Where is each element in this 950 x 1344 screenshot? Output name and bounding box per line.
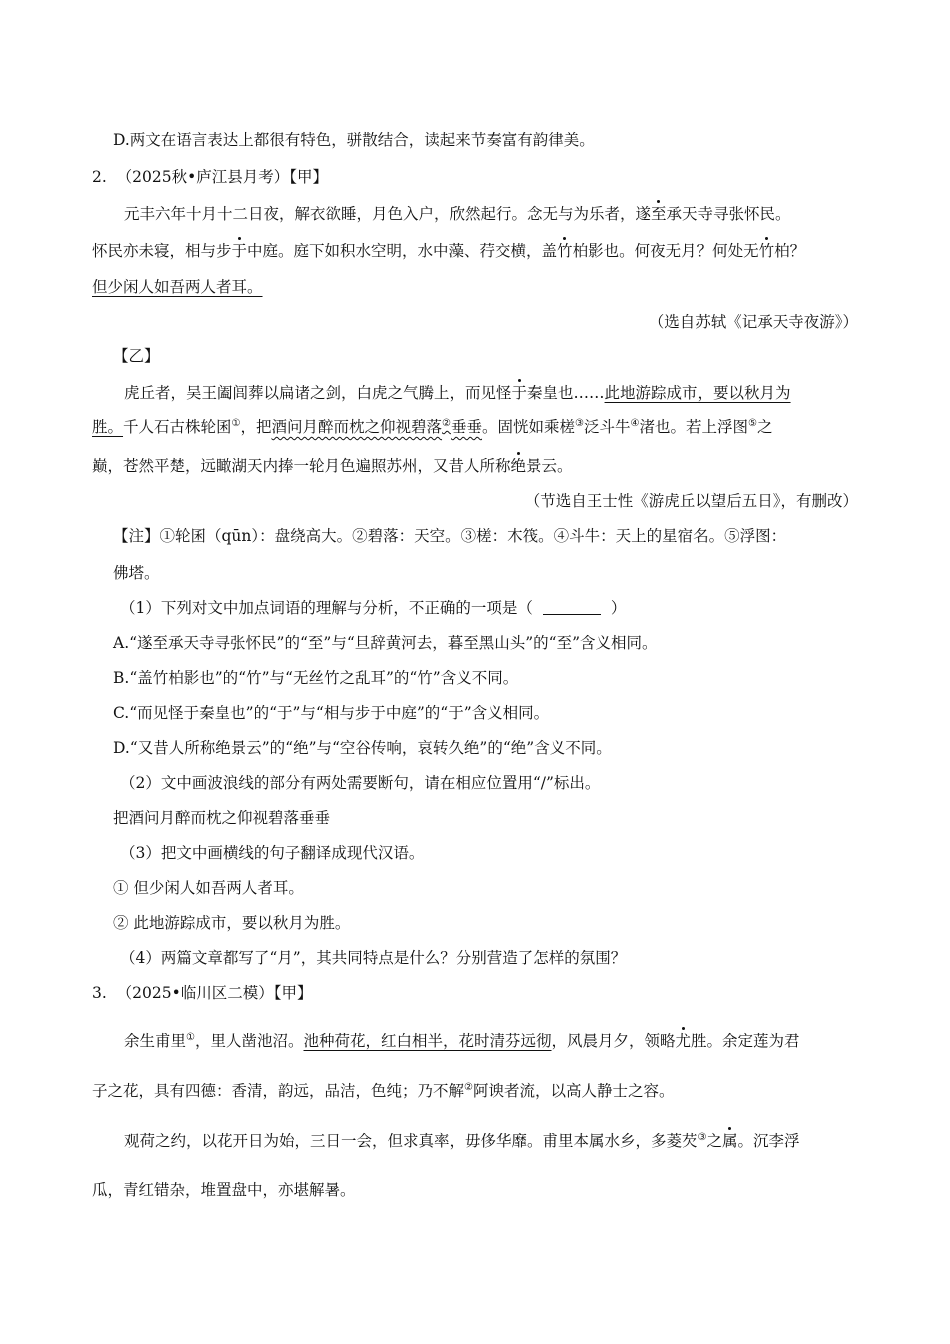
- yi-underlined-sentence: 此地游踪成市，要以秋月为: [604, 384, 791, 402]
- sub-question-3-item-1: ① 但少闲人如吾两人者耳。: [113, 879, 304, 897]
- q3-underlined-sentence: 池种荷花，红白相半，花时清芬远彻: [303, 1032, 552, 1050]
- annotation-line-1: 【注】①轮囷（qūn）：盘绕高大。②碧落：天空。③槎：木筏。④斗牛：天上的星宿名。⑤浮图：: [113, 527, 787, 545]
- q1-option-d: D.两文在语言表达上都很有特色，骈散结合，读起来节奏富有韵律美。: [113, 131, 595, 149]
- jia-line-1: 元丰六年十月十二日夜，解衣欲睡，月色入户，欣然起行。念无与为乐者，遂至承天寺寻张怀民。: [124, 205, 791, 223]
- sub-question-2: （2）文中画波浪线的部分有两处需要断句，请在相应位置用“/”标出。: [120, 774, 601, 792]
- sub-question-2-text: 把酒问月醉而枕之仰视碧落垂垂: [113, 809, 331, 827]
- question-number: 3.: [92, 984, 107, 1002]
- question-source: （2025秋•庐江县月考）【甲】: [116, 168, 328, 186]
- yi-line-2: 胜。千人石古株轮囷①，把酒问月醉而枕之仰视碧落②垂垂。固恍如乘槎③泛斗牛④渚也。若上浮图⑤之: [92, 418, 773, 436]
- q3-header: [92, 981, 313, 1003]
- sub-question-3-item-2: ② 此地游踪成市，要以秋月为胜。: [113, 914, 351, 932]
- dotted-char: 属: [722, 1132, 738, 1150]
- option-b: B.“盖竹柏影也”的“竹”与“无丝竹之乱耳”的“竹”含义不同。: [113, 669, 519, 687]
- option-d: D.“又昔人所称绝景云”的“绝”与“空谷传响，哀转久绝”的“绝”含义不同。: [113, 739, 612, 757]
- jia-underlined-sentence: 但少闲人如吾两人者耳。: [92, 278, 263, 296]
- annotation-line-2: 佛塔。: [113, 564, 160, 582]
- question-source: （2025•临川区二模）【甲】: [116, 984, 313, 1002]
- wavy-underlined-text: 酒问月醉而枕之仰视碧落: [271, 418, 443, 436]
- sub-question-4: （4）两篇文章都写了“月”，其共同特点是什么？分别营造了怎样的氛围？: [120, 949, 627, 967]
- dotted-char: 至: [651, 205, 667, 223]
- option-a: A.“遂至承天寺寻张怀民”的“至”与“旦辞黄河去，暮至黑山头”的“至”含义相同。: [113, 634, 658, 652]
- yi-line-3: 巅，苍然平楚，远瞰湖天内捧一轮月色遍照苏州，又昔人所称绝景云。: [92, 457, 573, 475]
- dotted-char: 竹: [758, 242, 775, 260]
- dotted-char: 竹: [557, 242, 573, 260]
- q3-paragraph-1-line-1: 余生甫里①，里人凿池沼。池种荷花，红白相半，花时清芬远彻，风晨月夕，领略尤胜。余定莲为君: [124, 1032, 800, 1050]
- dotted-char: 于: [511, 384, 528, 402]
- q3-paragraph-2-line-2: 瓜，青红错杂，堆置盘中，亦堪解暑。: [92, 1181, 356, 1199]
- dotted-char: 于: [231, 242, 248, 260]
- answer-blank[interactable]: [543, 600, 601, 615]
- q2-header: [92, 165, 328, 187]
- yi-line-1: 虎丘者，吴王阖闾葬以扁诸之剑，白虎之气腾上，而见怪于秦皇也……此地游踪成市，要以秋月为: [124, 384, 791, 402]
- q3-paragraph-1-line-2: 子之花，具有四德：香清，韵远，品洁，色纯；乃不解②阿谀者流，以高人静士之容。: [92, 1082, 675, 1100]
- jia-citation: （选自苏轼《记承天寺夜游》）: [648, 313, 858, 331]
- sub-question-1: （1）下列对文中加点词语的理解与分析，不正确的一项是（ ）: [120, 599, 627, 617]
- question-number: 2.: [92, 168, 107, 186]
- jia-line-2: 怀民亦未寝，相与步于中庭。庭下如积水空明，水中藻、荇交横，盖竹柏影也。何夜无月？何处无竹柏？: [92, 242, 806, 260]
- yi-citation: （节选自王士性《游虎丘以望后五日》，有删改）: [524, 492, 858, 510]
- option-c: C.“而见怪于秦皇也”的“于”与“相与步于中庭”的“于”含义相同。: [113, 704, 550, 722]
- q3-paragraph-2-line-1: 观荷之约，以花开日为始，三日一会，但求真率，毋侈华靡。甫里本属水乡，多菱芡③之属。沉李浮: [124, 1132, 800, 1150]
- sub-question-3: （3）把文中画横线的句子翻译成现代汉语。: [120, 844, 425, 862]
- dotted-char: 尤: [675, 1032, 692, 1050]
- dotted-char: 绝: [510, 457, 527, 475]
- yi-label: 【乙】: [113, 347, 160, 365]
